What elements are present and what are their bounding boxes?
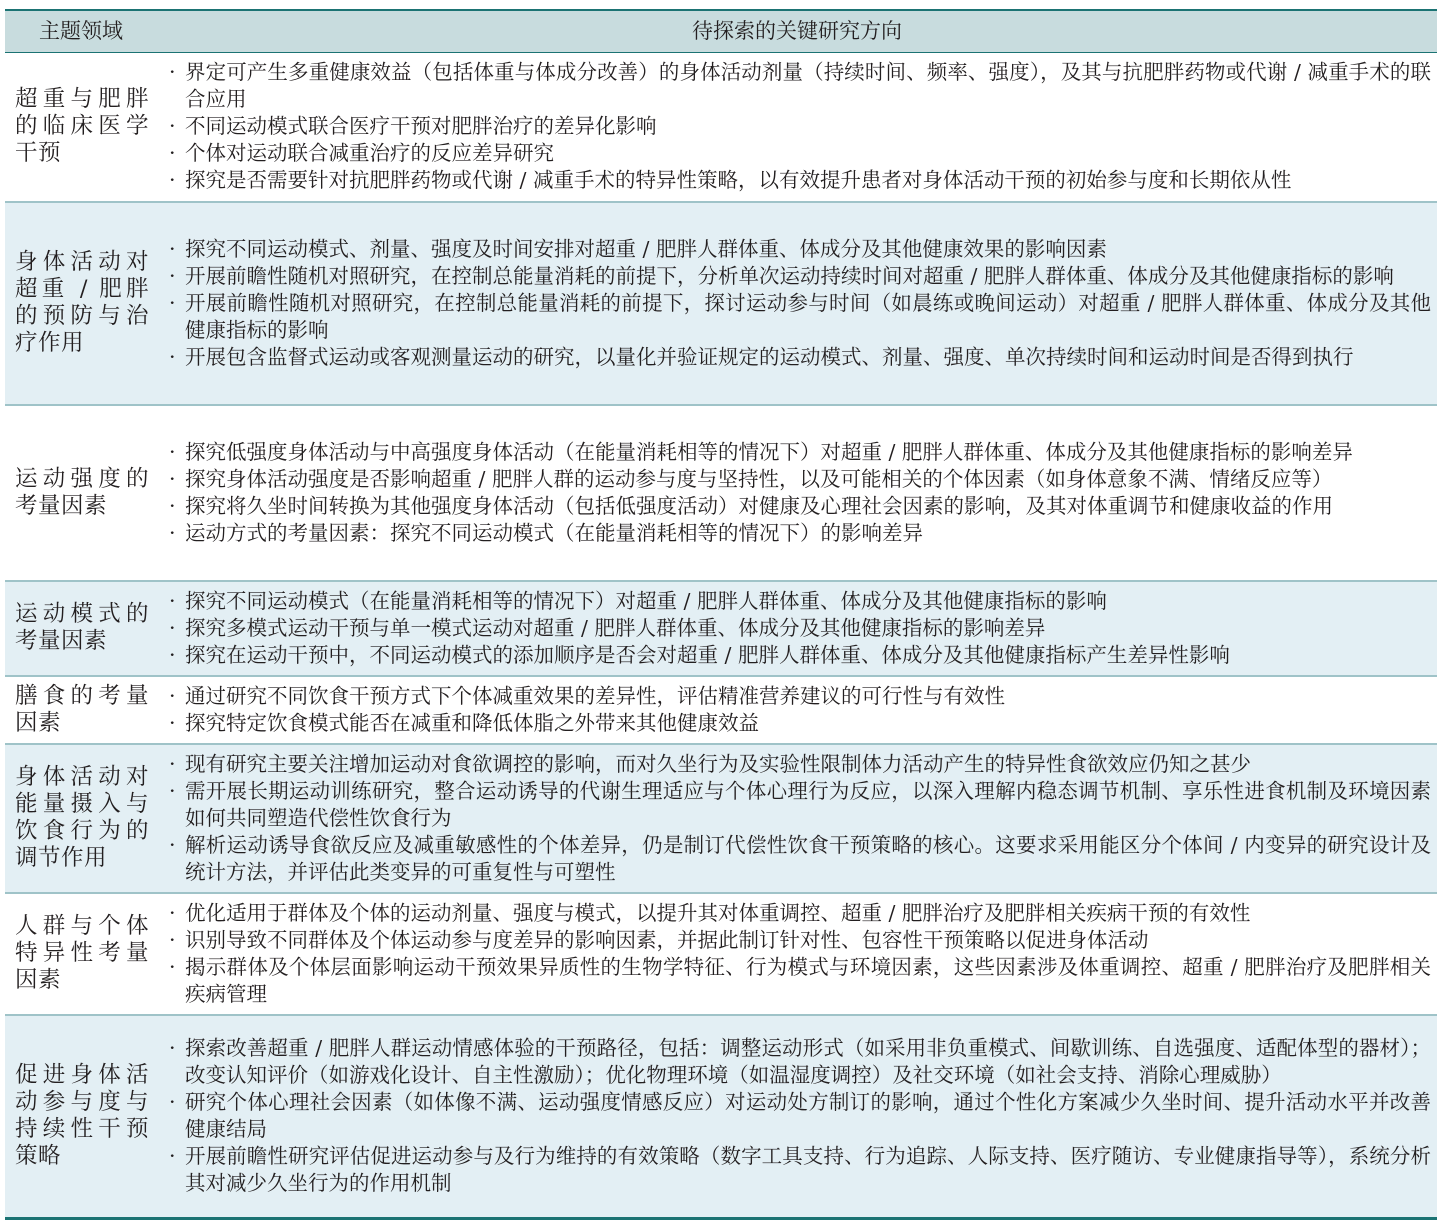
bullet-icon: · [169,1036,176,1060]
list-item-text: 探究将久坐时间转换为其他强度身体活动（包括低强度活动）对健康及心理社会因素的影响，及其对体重调节和健康收益的作用 [185,493,1333,518]
topic-cell [5,53,157,202]
list-item [169,832,1431,886]
list-item-text: 不同运动模式联合医疗干预对肥胖治疗的差异化影响 [185,114,657,139]
bullet-icon: · [169,168,176,193]
list-item-text: 运动方式的考量因素：探究不同运动模式（在能量消耗相等的情况下）的影响差异 [185,520,923,545]
bullet-icon: · [169,778,176,803]
list-item-text: 探究不同运动模式（在能量消耗相等的情况下）对超重 / 肥胖人群体重、体成分及其他健康指标的影响 [185,588,1107,613]
topic-label: 超重与肥胖的临床医学干预 [15,86,149,167]
list-item-text: 探究在运动干预中，不同运动模式的添加顺序是否会对超重 / 肥胖人群体重、体成分及其他健康指标产生差异性影响 [185,642,1230,667]
bullet-icon: · [169,588,176,613]
list-item-text: 探究特定饮食模式能否在减重和降低体脂之外带来其他健康效益 [185,710,759,735]
direction-cell [157,744,1437,893]
direction-cell [157,1015,1437,1217]
list-item [169,236,1431,263]
bullet-icon: · [169,1144,176,1168]
topic-label: 身体活动对能量摄入与饮食行为的调节作用 [15,764,149,871]
list-item [169,751,1431,778]
list-item-text: 研究个体心理社会因素（如体像不满、运动强度情感反应）对运动处方制订的影响，通过个性化方案减少久坐时间、提升活动水平并改善健康结局 [185,1090,1431,1141]
list-item-text: 解析运动诱导食欲反应及减重敏感性的个体差异，仍是制订代偿性饮食干预策略的核心。这要求采用能区分个体间 / 内变异的研究设计及统计方法，并评估此类变异的可重复性与可塑性 [185,832,1431,884]
direction-list [169,59,1431,194]
topic-cell [5,676,157,744]
direction-cell [157,581,1437,676]
direction-cell [157,53,1437,202]
bullet-icon: · [169,1090,176,1114]
list-item-text: 开展包含监督式运动或客观测量运动的研究，以量化并验证规定的运动模式、剂量、强度、单次持续时间和运动时间是否得到执行 [185,344,1354,369]
table-bottom-rule [5,1217,1437,1220]
topic-cell [5,744,157,893]
table-row [5,202,1437,405]
direction-list [169,1035,1431,1197]
list-item [169,263,1431,290]
direction-list [169,900,1431,1008]
bullet-icon: · [169,751,176,776]
list-item-text: 现有研究主要关注增加运动对食欲调控的影响，而对久坐行为及实验性限制体力活动产生的特异性食欲效应仍知之甚少 [185,751,1251,776]
topic-cell [5,202,157,405]
topic-cell [5,1015,157,1217]
list-item [169,615,1431,642]
topic-label: 运动模式的考量因素 [15,601,149,654]
direction-cell [157,893,1437,1015]
list-item [169,59,1431,113]
table-row [5,1015,1437,1217]
list-item [169,493,1431,520]
list-item-text: 开展前瞻性随机对照研究，在控制总能量消耗的前提下，分析单次运动持续时间对超重 / 肥胖人群体重、体成分及其他健康指标的影响 [185,263,1394,288]
list-item [169,140,1431,167]
topic-label: 身体活动对超重 / 肥胖的预防与治疗作用 [15,249,149,356]
bullet-icon: · [169,466,176,491]
bullet-icon: · [169,710,176,735]
list-item-text: 界定可产生多重健康效益（包括体重与体成分改善）的身体活动剂量（持续时间、频率、强度），及其与抗肥胖药物或代谢 / 减重手术的联合应用 [185,60,1431,112]
list-item [169,344,1431,371]
list-item [169,466,1431,493]
table-row [5,676,1437,744]
header-topic: 主题领域 [5,11,157,53]
list-item-text: 优化适用于群体及个体的运动剂量、强度与模式，以提升其对体重调控、超重 / 肥胖治疗及肥胖相关疾病干预的有效性 [185,900,1251,925]
list-item-text: 揭示群体及个体层面影响运动干预效果异质性的生物学特征、行为模式与环境因素，这些因素涉及体重调控、超重 / 肥胖治疗及肥胖相关疾病管理 [185,954,1431,1006]
list-item [169,1143,1431,1197]
bullet-icon: · [169,927,176,952]
list-item-text: 探究身体活动强度是否影响超重 / 肥胖人群的运动参与度与坚持性，以及可能相关的个体因素（如身体意象不满、情绪反应等） [185,466,1333,491]
bullet-icon: · [169,290,176,315]
bullet-icon: · [169,439,176,464]
table [5,11,1437,1217]
bullet-icon: · [169,141,176,166]
topic-label: 运动强度的考量因素 [15,465,149,519]
topic-cell [5,893,157,1015]
bullet-icon: · [169,900,176,925]
table-row [5,893,1437,1015]
list-item [169,1089,1431,1143]
table-row [5,744,1437,893]
list-item-text: 识别导致不同群体及个体运动参与度差异的影响因素，并据此制订针对性、包容性干预策略以促进身体活动 [185,927,1149,952]
direction-cell [157,676,1437,744]
table-row [5,405,1437,581]
table-header-row [5,11,1437,53]
direction-cell [157,405,1437,581]
direction-list [169,683,1431,737]
list-item-text: 探究不同运动模式、剂量、强度及时间安排对超重 / 肥胖人群体重、体成分及其他健康效果的影响因素 [185,236,1107,261]
header-direction: 待探索的关键研究方向 [157,11,1437,53]
list-item [169,710,1431,737]
direction-list [169,439,1431,547]
list-item [169,439,1431,466]
bullet-icon: · [169,493,176,518]
direction-list [169,751,1431,886]
bullet-icon: · [169,642,176,667]
list-item [169,954,1431,1008]
list-item [169,588,1431,615]
table-body [5,53,1437,1217]
bullet-icon: · [169,954,176,979]
table-row [5,581,1437,676]
bullet-icon: · [169,114,176,139]
list-item [169,113,1431,140]
list-item [169,642,1431,669]
table-row [5,53,1437,202]
research-directions-table [5,9,1437,1220]
bullet-icon: · [169,683,176,708]
list-item [169,778,1431,832]
list-item [169,520,1431,547]
list-item-text: 开展前瞻性研究评估促进运动参与及行为维持的有效策略（数字工具支持、行为追踪、人际支持、医疗随访、专业健康指导等），系统分析其对减少久坐行为的作用机制 [185,1144,1431,1195]
bullet-icon: · [169,236,176,261]
topic-label: 膳食的考量因素 [15,682,149,736]
list-item-text: 探究多模式运动干预与单一模式运动对超重 / 肥胖人群体重、体成分及其他健康指标的影响差异 [185,615,1046,640]
list-item-text: 通过研究不同饮食干预方式下个体减重效果的差异性，评估精准营养建议的可行性与有效性 [185,683,1005,708]
direction-list [169,588,1431,669]
list-item-text: 个体对运动联合减重治疗的反应差异研究 [185,141,554,166]
direction-cell [157,202,1437,405]
list-item-text: 探究是否需要针对抗肥胖药物或代谢 / 减重手术的特异性策略，以有效提升患者对身体活动干预的初始参与度和长期依从性 [185,168,1292,193]
list-item-text: 开展前瞻性随机对照研究，在控制总能量消耗的前提下，探讨运动参与时间（如晨练或晚间运动）对超重 / 肥胖人群体重、体成分及其他健康指标的影响 [185,290,1431,342]
list-item [169,900,1431,927]
list-item [169,683,1431,710]
list-item [169,167,1431,194]
topic-cell [5,581,157,676]
list-item [169,1035,1431,1089]
list-item-text: 探究低强度身体活动与中高强度身体活动（在能量消耗相等的情况下）对超重 / 肥胖人群体重、体成分及其他健康指标的影响差异 [185,439,1353,464]
bullet-icon: · [169,344,176,369]
topic-cell [5,405,157,581]
topic-label: 人群与个体特异性考量因素 [15,913,149,993]
list-item [169,927,1431,954]
bullet-icon: · [169,60,176,85]
bullet-icon: · [169,832,176,857]
list-item-text: 探索改善超重 / 肥胖人群运动情感体验的干预路径，包括：调整运动形式（如采用非负重模式、间歇训练、自选强度、适配体型的器材）；改变认知评价（如游戏化设计、自主性激励）；优化物理环境（如温湿度调控）及社交环境（如社会支持、消除心理威胁） [185,1036,1431,1087]
list-item [169,290,1431,344]
list-item-text: 需开展长期运动训练研究，整合运动诱导的代谢生理适应与个体心理行为反应，以深入理解内稳态调节机制、享乐性进食机制及环境因素如何共同塑造代偿性饮食行为 [185,778,1431,830]
bullet-icon: · [169,520,176,545]
bullet-icon: · [169,615,176,640]
bullet-icon: · [169,263,176,288]
topic-label: 促进身体活动参与度与持续性干预策略 [15,1062,149,1169]
direction-list [169,236,1431,371]
